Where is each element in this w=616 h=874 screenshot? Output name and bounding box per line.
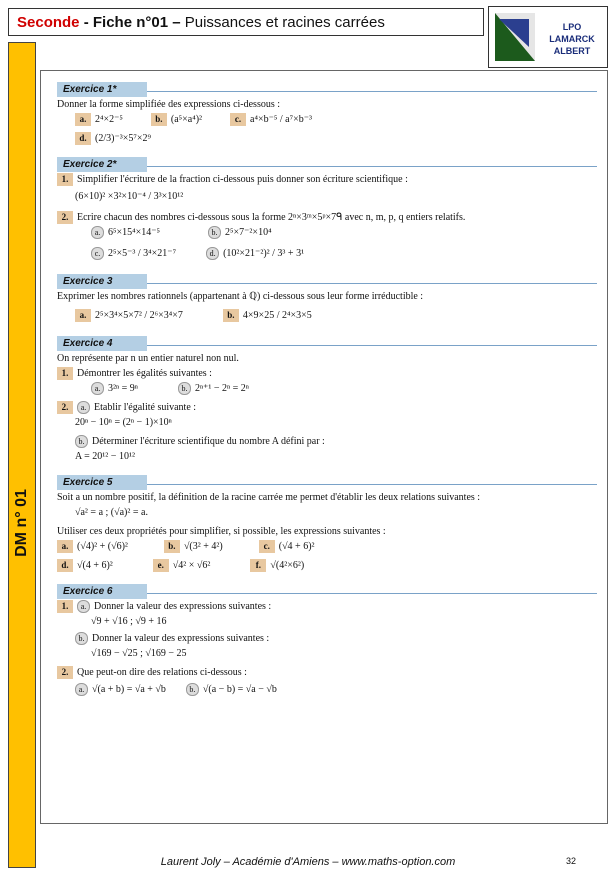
ex1-d-label: d. (75, 132, 91, 145)
ex1-intro: Donner la forme simplifiée des expressions ci-dessous : (57, 99, 281, 110)
ex6-q2b: √(a − b) = √a − √b (202, 684, 277, 695)
ex2-d: (10²×21⁻²)² / 3³ + 3¹ (223, 248, 305, 259)
ex6-q1a: Donner la valeur des expressions suivantes : (94, 601, 272, 612)
ex4-q2a: Etablir l'égalité suivante : (94, 402, 197, 413)
ex4-q2a-label: a. (77, 401, 90, 414)
ex1-b: (a⁵×a⁴)² (170, 114, 203, 125)
ex2-q2: Ecrire chacun des nombres ci-dessous sous la forme 2ⁿ×3ᵐ×5ᵖ×7ᑫ avec n, m, p, q entiers relatifs. (77, 212, 466, 223)
ex6-q1b: Donner la valeur des expressions suivantes : (92, 633, 270, 644)
ex4-q1b-label: b. (178, 382, 191, 395)
ex5-d: √(4 + 6)² (77, 560, 113, 571)
footer-credit: Laurent Joly – Académie d'Amiens – www.maths-option.com (160, 856, 456, 868)
ex2-c: 2⁵×5⁻³ / 3⁴×21⁻⁷ (108, 248, 177, 259)
ex6-q1b-expr: √169 − √25 ; √169 − 25 (91, 648, 187, 659)
ex4-q2-num: 2. (57, 401, 73, 414)
sidebar (8, 42, 36, 868)
ex5-f-label: f. (250, 559, 266, 572)
ex5-d-label: d. (57, 559, 73, 572)
ex1-a-label: a. (75, 113, 91, 126)
ex6-title: Exercice 6 (57, 584, 147, 599)
logo-line2: ALBERT (553, 46, 591, 56)
header-title: Puissances et racines carrées (184, 14, 385, 31)
ex5-f: √(4²×6²) (270, 560, 305, 571)
ex4-q2b-expr: A = 20¹² − 10¹² (75, 451, 135, 462)
ex3-b: 4×9×25 / 2⁴×3×5 (242, 310, 312, 321)
ex5-c: (√4 + 6)² (278, 541, 315, 552)
sidebar-label: DM n° 01 (13, 489, 30, 557)
ex4-q1a: 3²ⁿ = 9ⁿ (108, 383, 138, 394)
ex6-q1-num: 1. (57, 600, 73, 613)
ex2-q2-num: 2. (57, 211, 73, 224)
ex5-title: Exercice 5 (57, 475, 147, 490)
header-seconde: Seconde (17, 14, 80, 31)
ex5-a-label: a. (57, 540, 73, 553)
ex5-relations: √a² = a ; (√a)² = a. (75, 507, 148, 518)
ex1-a: 2⁴×2⁻⁵ (95, 114, 123, 125)
ex6-q2a-label: a. (75, 683, 88, 696)
ex5-a: (√4)² + (√6)² (77, 541, 128, 552)
ex2-d-label: d. (206, 247, 219, 260)
ex1-c: a⁴×b⁻⁵ / a⁷×b⁻³ (250, 114, 312, 125)
logo-icon (495, 13, 535, 61)
ex2-q1: Simplifier l'écriture de la fraction ci-dessous puis donner son écriture scientifique : (77, 174, 408, 185)
ex5-e: √4² × √6² (172, 560, 211, 571)
ex5-intro: Soit a un nombre positif, la définition de la racine carrée me permet d'établir les deux relations suivantes : (57, 492, 481, 503)
ex2-b-label: b. (208, 226, 221, 239)
page-header (8, 8, 484, 36)
ex2-c-label: c. (91, 247, 104, 260)
ex5-b: √(3² + 4²) (183, 541, 223, 552)
exercise-content (57, 78, 597, 698)
ex6-q1b-label: b. (75, 632, 88, 645)
ex6-q2-num: 2. (57, 666, 73, 679)
school-logo (488, 6, 608, 68)
ex3-b-label: b. (223, 309, 239, 322)
ex6-q2a: √(a + b) = √a + √b (92, 684, 166, 695)
ex5-b-label: b. (164, 540, 180, 553)
ex5-use: Utiliser ces deux propriétés pour simplifier, si possible, les expressions suivantes : (57, 526, 386, 537)
ex1-b-label: b. (151, 113, 167, 126)
ex4-q2a-expr: 20ⁿ − 10ⁿ = (2ⁿ − 1)×10ⁿ (75, 417, 172, 428)
ex1-d: (2/3)⁻³×5⁷×2⁹ (95, 133, 151, 144)
ex1-c-label: c. (230, 113, 246, 126)
ex6-q2: Que peut-on dire des relations ci-dessous : (77, 667, 247, 678)
header-fiche: - Fiche n°01 – (79, 14, 185, 31)
ex4-intro: On représente par n un entier naturel non nul. (57, 353, 239, 364)
ex3-a: 2⁵×3⁴×5×7² / 2⁶×3⁴×7 (95, 310, 183, 321)
ex6-q1a-expr: √9 + √16 ; √9 + 16 (91, 616, 167, 627)
ex2-b: 2⁵×7⁻²×10⁴ (225, 227, 272, 238)
ex4-q1b: 2ⁿ⁺¹ − 2ⁿ = 2ⁿ (194, 383, 249, 394)
ex6-q1a-label: a. (77, 600, 90, 613)
ex4-q1a-label: a. (91, 382, 104, 395)
ex1-title: Exercice 1* (57, 82, 147, 97)
ex2-title: Exercice 2* (57, 157, 147, 172)
ex4-title: Exercice 4 (57, 336, 147, 351)
ex4-q1: Démontrer les égalités suivantes : (77, 368, 212, 379)
ex4-q2b-label: b. (75, 435, 88, 448)
ex2-q1-expr: (6×10)² ×3²×10⁻⁴ / 3³×10¹² (75, 191, 184, 202)
ex2-a-label: a. (91, 226, 104, 239)
ex4-q1-num: 1. (57, 367, 73, 380)
ex2-q1-num: 1. (57, 173, 73, 186)
ex6-q2b-label: b. (186, 683, 199, 696)
ex3-title: Exercice 3 (57, 274, 147, 289)
ex4-q2b: Déterminer l'écriture scientifique du nombre A défini par : (92, 436, 325, 447)
ex3-intro: Exprimer les nombres rationnels (appartenant à ℚ) ci-dessous sous leur forme irréductible : (57, 291, 424, 302)
logo-line1: LPO LAMARCK (549, 22, 595, 44)
ex2-a: 6⁵×15⁴×14⁻⁵ (108, 227, 161, 238)
ex3-a-label: a. (75, 309, 91, 322)
ex5-c-label: c. (259, 540, 275, 553)
page-number: 32 (566, 856, 577, 866)
ex5-e-label: e. (153, 559, 169, 572)
